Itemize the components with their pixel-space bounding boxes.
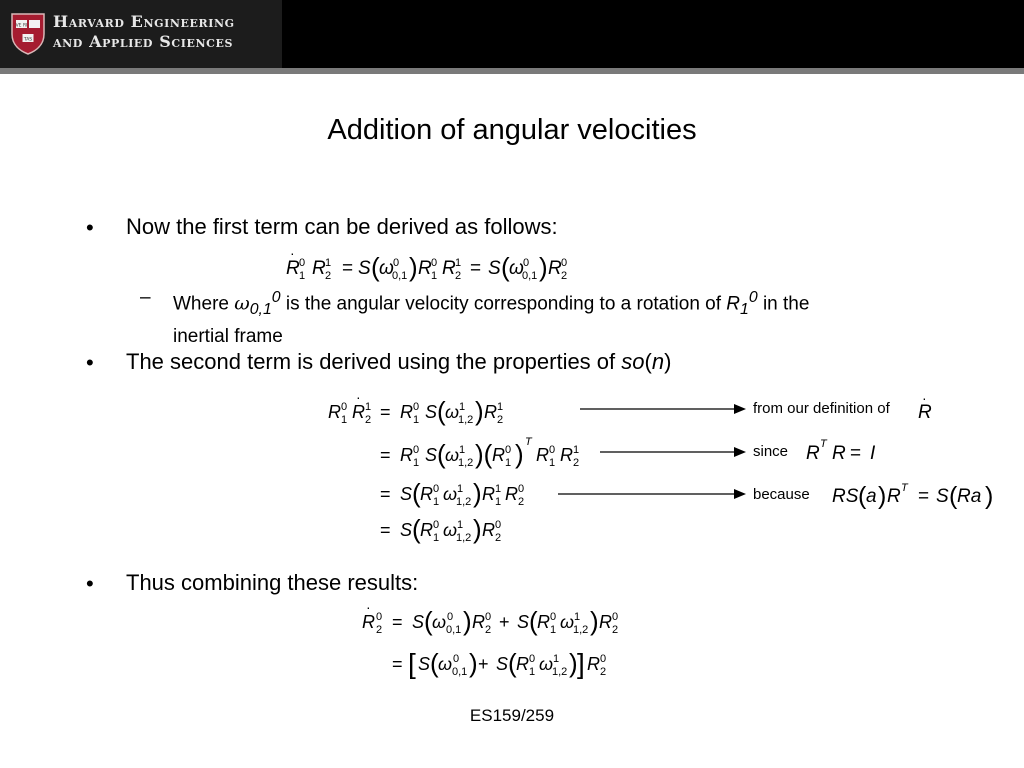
svg-text:1: 1	[365, 401, 372, 413]
svg-text:(: (	[529, 606, 538, 636]
svg-text:0: 0	[523, 257, 530, 269]
svg-text:1: 1	[497, 401, 504, 413]
svg-text:=: =	[380, 445, 391, 465]
svg-text:0: 0	[518, 483, 525, 495]
bullet-marker: •	[86, 215, 94, 240]
svg-text:ω: ω	[539, 654, 554, 674]
svg-text:·: ·	[356, 390, 361, 405]
svg-text:(: (	[949, 482, 958, 510]
svg-text:R: R	[492, 445, 505, 465]
svg-text:(: (	[437, 396, 446, 426]
svg-text:S: S	[400, 484, 413, 504]
svg-text:+: +	[478, 654, 489, 674]
svg-text:R: R	[362, 612, 375, 632]
svg-text:0: 0	[433, 483, 440, 495]
svg-text:1: 1	[550, 624, 557, 636]
svg-text:): )	[878, 482, 887, 510]
svg-text:1: 1	[299, 270, 306, 282]
svg-text:1,2: 1,2	[456, 496, 472, 508]
svg-text:ω: ω	[443, 484, 458, 504]
brand-line-2: and Applied Sciences	[53, 32, 234, 51]
svg-text:(: (	[371, 252, 380, 282]
svg-text:R: R	[286, 258, 300, 279]
svg-text:(: (	[412, 478, 421, 508]
svg-text:R: R	[806, 443, 820, 464]
svg-text:1,2: 1,2	[456, 532, 472, 544]
svg-text:R: R	[537, 612, 550, 632]
sub-bullet-marker: –	[140, 287, 151, 308]
svg-text:0: 0	[550, 611, 557, 623]
svg-text:T: T	[525, 436, 532, 448]
svg-text:S: S	[517, 612, 530, 632]
svg-text:R: R	[482, 484, 495, 504]
svg-text:R: R	[918, 402, 932, 423]
svg-text:): )	[569, 648, 578, 678]
svg-text:(: (	[501, 252, 510, 282]
svg-text:0: 0	[600, 653, 607, 665]
omega-symbol: ω	[234, 292, 250, 315]
svg-text:1: 1	[573, 444, 580, 456]
omega-superscript: 0	[271, 289, 281, 306]
svg-text:0: 0	[413, 401, 420, 413]
svg-text:1: 1	[529, 666, 536, 678]
svg-text:R: R	[400, 402, 413, 422]
svg-text:): )	[473, 514, 482, 544]
svg-text:): )	[409, 252, 418, 282]
svg-text:1: 1	[341, 414, 348, 426]
svg-text:1: 1	[553, 653, 560, 665]
equation-first-term	[280, 246, 600, 286]
svg-text:=: =	[342, 258, 354, 279]
rotation-symbol: R	[726, 293, 741, 315]
slide-title: Addition of angular velocities	[327, 114, 697, 146]
svg-text:0,1: 0,1	[446, 624, 462, 636]
svg-text:S: S	[488, 258, 501, 279]
harvard-logo	[0, 0, 282, 68]
svg-text:·: ·	[290, 246, 295, 261]
svg-text:0: 0	[393, 257, 400, 269]
svg-text:1,2: 1,2	[458, 414, 474, 426]
svg-text:0: 0	[433, 519, 440, 531]
svg-text:S: S	[425, 445, 438, 465]
svg-text:R: R	[418, 258, 432, 279]
svg-text:·: ·	[922, 394, 927, 406]
bullet-3-text: Thus combining these results:	[126, 570, 419, 595]
svg-text:(: (	[437, 439, 446, 469]
bullet-marker: •	[86, 350, 94, 375]
svg-text:0,1: 0,1	[392, 270, 408, 282]
svg-text:0: 0	[529, 653, 536, 665]
svg-text:0: 0	[413, 444, 420, 456]
svg-text:=: =	[380, 484, 391, 504]
svg-text:ω: ω	[445, 445, 460, 465]
svg-text:S: S	[358, 258, 371, 279]
svg-text:0: 0	[376, 611, 383, 623]
svg-text:ω: ω	[560, 612, 575, 632]
svg-text:I: I	[870, 443, 876, 464]
paren-close: )	[664, 349, 672, 374]
svg-text:S: S	[400, 520, 413, 540]
svg-text:1: 1	[325, 257, 332, 269]
svg-text:0: 0	[561, 257, 568, 269]
svg-text:S: S	[936, 486, 949, 507]
svg-text:R: R	[352, 402, 365, 422]
bullet-2-main: The second term is derived using the properties of	[126, 349, 616, 374]
svg-text:1: 1	[431, 270, 438, 282]
svg-text:R: R	[472, 612, 485, 632]
note-since: since	[753, 443, 789, 460]
svg-text:1: 1	[459, 444, 466, 456]
svg-text:=: =	[392, 612, 403, 632]
svg-text:=: =	[918, 486, 930, 507]
header-rule	[0, 68, 1024, 74]
svg-text:ω: ω	[438, 654, 453, 674]
svg-text:·: ·	[366, 600, 371, 615]
sub-mid-text: is the angular velocity corresponding to a rotation of	[285, 293, 722, 315]
svg-text:1: 1	[413, 414, 420, 426]
note-orthogonal-formula	[802, 436, 892, 466]
svg-text:1,2: 1,2	[458, 457, 474, 469]
svg-text:): )	[539, 252, 548, 282]
svg-text:2: 2	[365, 414, 372, 426]
svg-text:): )	[463, 606, 472, 636]
svg-text:=: =	[470, 258, 482, 279]
note-definition: from our definition of	[753, 400, 890, 417]
svg-text:2: 2	[325, 270, 332, 282]
svg-text:ω: ω	[432, 612, 447, 632]
svg-text:T: T	[901, 482, 908, 494]
svg-text:2: 2	[573, 457, 580, 469]
svg-text:): )	[469, 648, 478, 678]
footer-course-code: ES159/259	[469, 706, 555, 725]
svg-text:R: R	[536, 445, 549, 465]
svg-text:R: R	[420, 520, 433, 540]
svg-text:R: R	[420, 484, 433, 504]
svg-text:): )	[985, 482, 994, 510]
svg-text:R: R	[548, 258, 562, 279]
svg-text:=: =	[392, 654, 403, 674]
arrow-icon	[598, 445, 748, 459]
svg-text:0: 0	[612, 611, 619, 623]
svg-text:S: S	[418, 654, 431, 674]
svg-text:1: 1	[549, 457, 556, 469]
svg-text:): )	[590, 606, 599, 636]
svg-text:R: R	[516, 654, 529, 674]
svg-text:[: [	[408, 648, 416, 679]
bullet-marker: •	[86, 571, 94, 596]
note-skew-formula	[828, 478, 1003, 512]
svg-text:R: R	[328, 402, 341, 422]
shield-text: VE RI	[15, 23, 28, 29]
svg-text:S: S	[412, 612, 425, 632]
svg-text:1: 1	[495, 496, 502, 508]
svg-text:R: R	[312, 258, 326, 279]
svg-text:R: R	[484, 402, 497, 422]
sub-line-2: inertial frame	[173, 326, 283, 348]
svg-text:(: (	[430, 648, 439, 678]
svg-text:(: (	[858, 482, 867, 510]
svg-text:]: ]	[577, 648, 585, 679]
bullet-1-text: Now the first term can be derived as follows:	[126, 214, 558, 239]
svg-text:2: 2	[497, 414, 504, 426]
svg-text:ω: ω	[509, 258, 524, 279]
svg-text:(: (	[424, 606, 433, 636]
svg-text:1: 1	[457, 483, 464, 495]
svg-text:a: a	[866, 486, 877, 507]
note-because: because	[753, 486, 810, 503]
svg-text:0: 0	[431, 257, 438, 269]
svg-text:R: R	[832, 443, 846, 464]
sub-bullet-text	[173, 284, 963, 350]
svg-text:1: 1	[457, 519, 464, 531]
rotation-subscript: 1	[740, 301, 749, 319]
svg-text:0: 0	[453, 653, 460, 665]
svg-text:0: 0	[495, 519, 502, 531]
svg-text:1: 1	[574, 611, 581, 623]
svg-text:0: 0	[341, 401, 348, 413]
svg-text:0: 0	[549, 444, 556, 456]
n-symbol: n	[651, 349, 665, 374]
svg-text:1,2: 1,2	[573, 624, 589, 636]
svg-text:2: 2	[376, 624, 383, 636]
svg-text:)(: )(	[475, 439, 493, 469]
svg-text:R: R	[400, 445, 413, 465]
note-rdot-formula	[914, 394, 938, 424]
so-symbol: so	[621, 349, 645, 374]
svg-text:R: R	[587, 654, 600, 674]
svg-text:1: 1	[505, 457, 512, 469]
svg-text:=: =	[850, 443, 862, 464]
brand-name	[53, 12, 235, 52]
rotation-superscript: 0	[748, 289, 758, 306]
svg-text:2: 2	[561, 270, 568, 282]
svg-text:): )	[475, 396, 484, 426]
brand-line-1: Harvard Engineering	[53, 12, 235, 31]
svg-text:R: R	[442, 258, 456, 279]
svg-text:0: 0	[505, 444, 512, 456]
svg-text:+: +	[499, 612, 510, 632]
svg-text:): )	[515, 439, 524, 469]
sub-where: Where	[173, 293, 229, 315]
equation-combined	[356, 600, 656, 684]
svg-text:TAS: TAS	[23, 37, 33, 43]
svg-text:1: 1	[413, 457, 420, 469]
svg-text:S: S	[496, 654, 509, 674]
svg-text:R: R	[887, 486, 901, 507]
svg-text:1: 1	[433, 496, 440, 508]
equation-second-term	[322, 390, 592, 550]
svg-text:0: 0	[299, 257, 306, 269]
svg-text:0: 0	[485, 611, 492, 623]
svg-text:(: (	[508, 648, 517, 678]
sub-end-text: in the	[762, 293, 810, 315]
svg-text:0,1: 0,1	[452, 666, 468, 678]
svg-text:0,1: 0,1	[522, 270, 538, 282]
svg-text:T: T	[820, 438, 827, 450]
svg-text:1: 1	[495, 483, 502, 495]
svg-text:2: 2	[612, 624, 619, 636]
svg-text:2: 2	[495, 532, 502, 544]
svg-text:ω: ω	[443, 520, 458, 540]
svg-text:2: 2	[485, 624, 492, 636]
svg-text:2: 2	[600, 666, 607, 678]
svg-text:Ra: Ra	[957, 486, 982, 507]
svg-text:1,2: 1,2	[552, 666, 568, 678]
svg-text:R: R	[599, 612, 612, 632]
svg-text:1: 1	[433, 532, 440, 544]
svg-text:2: 2	[455, 270, 462, 282]
arrow-icon	[556, 487, 748, 501]
omega-subscript: 0,1	[249, 301, 272, 319]
svg-text:(: (	[412, 514, 421, 544]
svg-text:=: =	[380, 402, 391, 422]
svg-text:1: 1	[459, 401, 466, 413]
svg-text:2: 2	[518, 496, 525, 508]
svg-text:R: R	[560, 445, 573, 465]
svg-text:R: R	[505, 484, 518, 504]
svg-text:=: =	[380, 520, 391, 540]
svg-text:): )	[473, 478, 482, 508]
svg-text:S: S	[425, 402, 438, 422]
svg-text:ω: ω	[379, 258, 394, 279]
paren-open: (	[644, 349, 652, 374]
svg-text:RS: RS	[832, 486, 859, 507]
svg-text:R: R	[482, 520, 495, 540]
svg-text:ω: ω	[445, 402, 460, 422]
bullet-2-text	[126, 349, 671, 375]
harvard-shield-icon	[10, 12, 46, 56]
arrow-icon	[578, 402, 748, 416]
svg-text:0: 0	[447, 611, 454, 623]
svg-text:1: 1	[455, 257, 462, 269]
